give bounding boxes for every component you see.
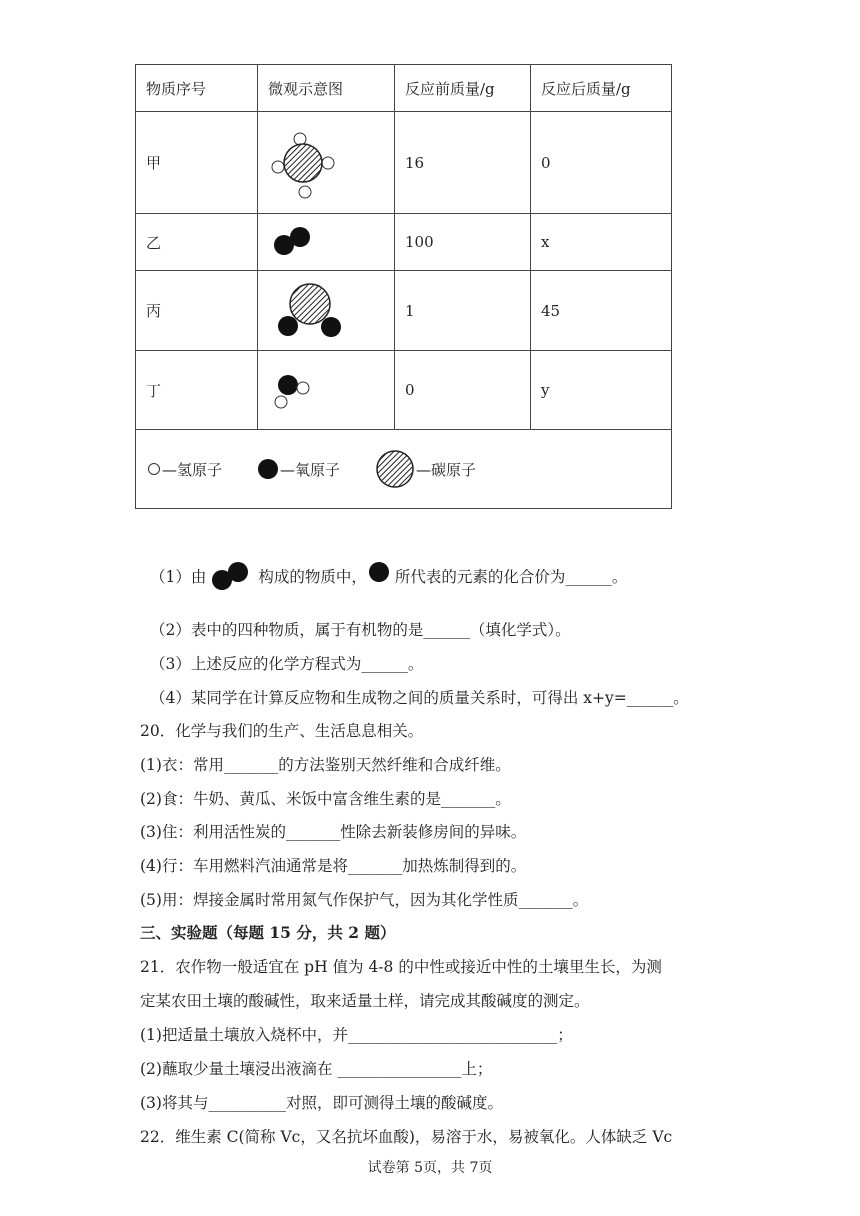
- page-footer: 试卷第 5页，共 7页: [367, 1160, 493, 1176]
- mass-after: 45: [531, 271, 672, 351]
- header-cell: 微观示意图: [258, 65, 395, 112]
- legend-carbon-label: —碳原子: [416, 460, 477, 479]
- table-row: [136, 271, 672, 351]
- q20-item: (5)用：焊接金属时常用氮气作保护气，因为其化学性质_______。: [140, 891, 589, 909]
- substance-name: 丁: [136, 351, 258, 430]
- q20-item: (2)食：牛奶、黄瓜、米饭中富含维生素的是_______。: [140, 790, 511, 808]
- carbon-dioxide-molecule-icon: [258, 272, 395, 350]
- q19-item-1: [150, 558, 627, 594]
- q19-item-3: （3）上述反应的化学方程式为______。: [150, 655, 424, 673]
- oxygen-atom-icon: [256, 457, 280, 481]
- molecule-cell: [258, 214, 395, 271]
- q19-item-1-part-c: 所代表的元素的化合价为______。: [394, 568, 628, 586]
- q20-item: (3)住：利用活性炭的_______性除去新装修房间的异味。: [140, 823, 527, 841]
- legend-oxygen: [256, 457, 340, 481]
- table-row: [136, 214, 672, 271]
- hydrogen-atom-icon: [146, 461, 162, 477]
- legend-cell: [136, 430, 672, 509]
- mass-after: y: [531, 351, 672, 430]
- q20-title: 20．化学与我们的生产、生活息息相关。: [140, 722, 424, 740]
- q20-item: (4)行：车用燃料汽油通常是将_______加热炼制得到的。: [140, 857, 527, 875]
- q19-item-2: （2）表中的四种物质，属于有机物的是______（填化学式）。: [150, 621, 571, 639]
- substance-name: 甲: [136, 112, 258, 214]
- molecule-cell: [258, 351, 395, 430]
- mass-before: 100: [395, 214, 531, 271]
- mass-before: 0: [395, 351, 531, 430]
- q19-item-1-part-a: （1）由: [150, 568, 207, 586]
- legend-hydrogen-label: —氢原子: [162, 460, 223, 479]
- header-cell: 反应前质量/g: [395, 65, 531, 112]
- q19-item-1-part-b: 构成的物质中，: [258, 568, 367, 586]
- oxygen-atom-icon: [367, 558, 395, 594]
- q22-line-1: 22．维生素 C(简称 Vc，又名抗坏血酸)，易溶于水，易被氧化。人体缺乏 Vc: [140, 1128, 673, 1146]
- q21-item: (2)蘸取少量土壤浸出液滴在 ________________上；: [140, 1060, 493, 1078]
- water-molecule-icon: [258, 352, 395, 429]
- atom-legend: [146, 430, 671, 508]
- molecule-cell: [258, 112, 395, 214]
- mass-after: 0: [531, 112, 672, 214]
- substance-name: 丙: [136, 271, 258, 351]
- mass-after: x: [531, 214, 672, 271]
- substance-table: [135, 64, 672, 509]
- mass-before: 16: [395, 112, 531, 214]
- q21-line-2: 定某农田土壤的酸碱性，取来适量土样，请完成其酸碱度的测定。: [140, 992, 590, 1010]
- table-row: [136, 351, 672, 430]
- methane-molecule-icon: [258, 113, 395, 213]
- section-heading: 三、实验题（每题 15 分，共 2 题）: [140, 923, 396, 942]
- legend-carbon: [374, 448, 476, 490]
- substance-name: 乙: [136, 214, 258, 271]
- table-header-row: [136, 65, 672, 112]
- table-row: [136, 112, 672, 214]
- q21-item: (3)将其与__________对照，即可测得土壤的酸碱度。: [140, 1094, 503, 1112]
- molecule-cell: [258, 271, 395, 351]
- q21-item: (1)把适量土壤放入烧杯中，并___________________________；: [140, 1026, 573, 1044]
- legend-row: [136, 430, 672, 509]
- oxygen-molecule-icon: [208, 558, 256, 594]
- legend-hydrogen: [146, 459, 222, 480]
- header-cell: 反应后质量/g: [531, 65, 672, 112]
- carbon-atom-icon: [374, 448, 416, 490]
- header-cell: 物质序号: [136, 65, 258, 112]
- mass-before: 1: [395, 271, 531, 351]
- q21-line-1: 21．农作物一般适宜在 pH 值为 4-8 的中性或接近中性的土壤里生长，为测: [140, 958, 662, 976]
- q20-item: (1)衣：常用_______的方法鉴别天然纤维和合成纤维。: [140, 756, 511, 774]
- legend-oxygen-label: —氧原子: [280, 460, 341, 479]
- q19-item-4: （4）某同学在计算反应物和生成物之间的质量关系时，可得出 x+y=______。: [150, 689, 689, 707]
- oxygen-molecule-icon: [258, 215, 395, 270]
